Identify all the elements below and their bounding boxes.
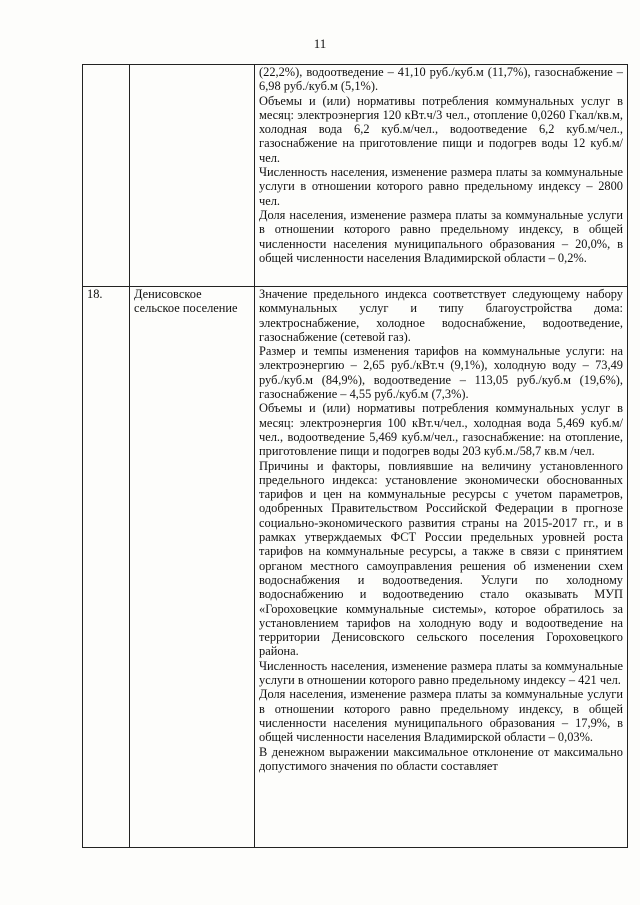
tariff-table (82, 64, 628, 848)
paragraph: В денежном выражении максимальное отклонение от максимально допустимого значения по области составляет (259, 744, 623, 773)
table-row (83, 65, 628, 287)
municipality-cell (130, 65, 255, 287)
description-cell (255, 65, 628, 287)
row-number-cell (83, 65, 130, 287)
municipality-cell: Денисовское сельское поселение (130, 287, 255, 848)
paragraph: Объемы и (или) нормативы потребления коммунальных услуг в месяц: электроэнергия 120 кВт.ч/3 чел., отопление 0,0260 Гкал/кв.м, холодная вода 6,2 куб.м/чел., водоотведение 6,2 куб.м/чел., газоснабжение на приготовление пищи и подогрев воды 12 куб.м/чел. (259, 93, 623, 165)
table-row (83, 287, 628, 848)
row-number-cell: 18. (83, 287, 130, 848)
description-cell (255, 287, 628, 848)
paragraph: Причины и факторы, повлиявшие на величину установленного предельного индекса: установление экономически обоснованных тарифов и цен на коммунальные ресурсы с учетом параметров, одобренных Правительством Российской Федерации в прогнозе социально-экономического развития страны на 2015-2017 гг., и в рамках утверждаемых ФСТ России предельных уровней роста тарифов на коммунальные ресурсы, а также в связи с принятием органом местного самоуправления решения об изменении схем водоснабжения и водоотведения. Услуги по холодному водоснабжению и водоотведению стало оказывать МУП «Гороховецкие коммунальные системы», которое обратилось за установлением тарифов на холодную воду и водоотведение на территории Денисовского сельского поселения Гороховецкого района. (259, 458, 623, 659)
paragraph: Численность населения, изменение размера платы за коммунальные услуги в отношении которого равно предельному индексу – 421 чел. (259, 658, 623, 688)
paragraph: Доля населения, изменение размера платы за коммунальные услуги в отношении которого равно предельному индексу, в общей численности населения муниципального образования – 20,0%, в общей численности населения Владимирской области – 0,2%. (259, 207, 623, 265)
paragraph: Размер и темпы изменения тарифов на коммунальные услуги: на электроэнергию – 2,65 руб./кВт.ч (9,1%), холодную воду – 73,49 руб./куб.м (84,9%), водоотведение – 113,05 руб./куб.м (19,6%), газоснабжение – 4,55 руб./куб.м (7,3%). (259, 344, 623, 402)
paragraph: (22,2%), водоотведение – 41,10 руб./куб.м (11,7%), газоснабжение – 6,98 руб./куб.м (5,1%). (259, 65, 623, 94)
page-number: 11 (313, 36, 327, 51)
paragraph: Численность населения, изменение размера платы за коммунальные услуги в отношении которого равно предельному индексу – 2800 чел. (259, 165, 623, 208)
paragraph: Объемы и (или) нормативы потребления коммунальных услуг в месяц: электроэнергия 100 кВт.ч/чел., холодная вода 5,469 куб.м/чел., водоотведение 5,469 куб.м/чел., газоснабжение: на отопление, приготовление пищи и подогрев воды 203 куб.м./58,7 кв.м /чел. (259, 401, 623, 459)
paragraph: Доля населения, изменение размера платы за коммунальные услуги в отношении которого равно предельному индексу, в общей численности населения муниципального образования – 17,9%, в общей численности населения Владимирской области – 0,03%. (259, 687, 623, 745)
paragraph: Значение предельного индекса соответствует следующему набору коммунальных услуг и типу благоустройства дома: электроснабжение, холодное водоснабжение, водоотведение, газоснабжение (сетевой газ). (259, 287, 623, 344)
